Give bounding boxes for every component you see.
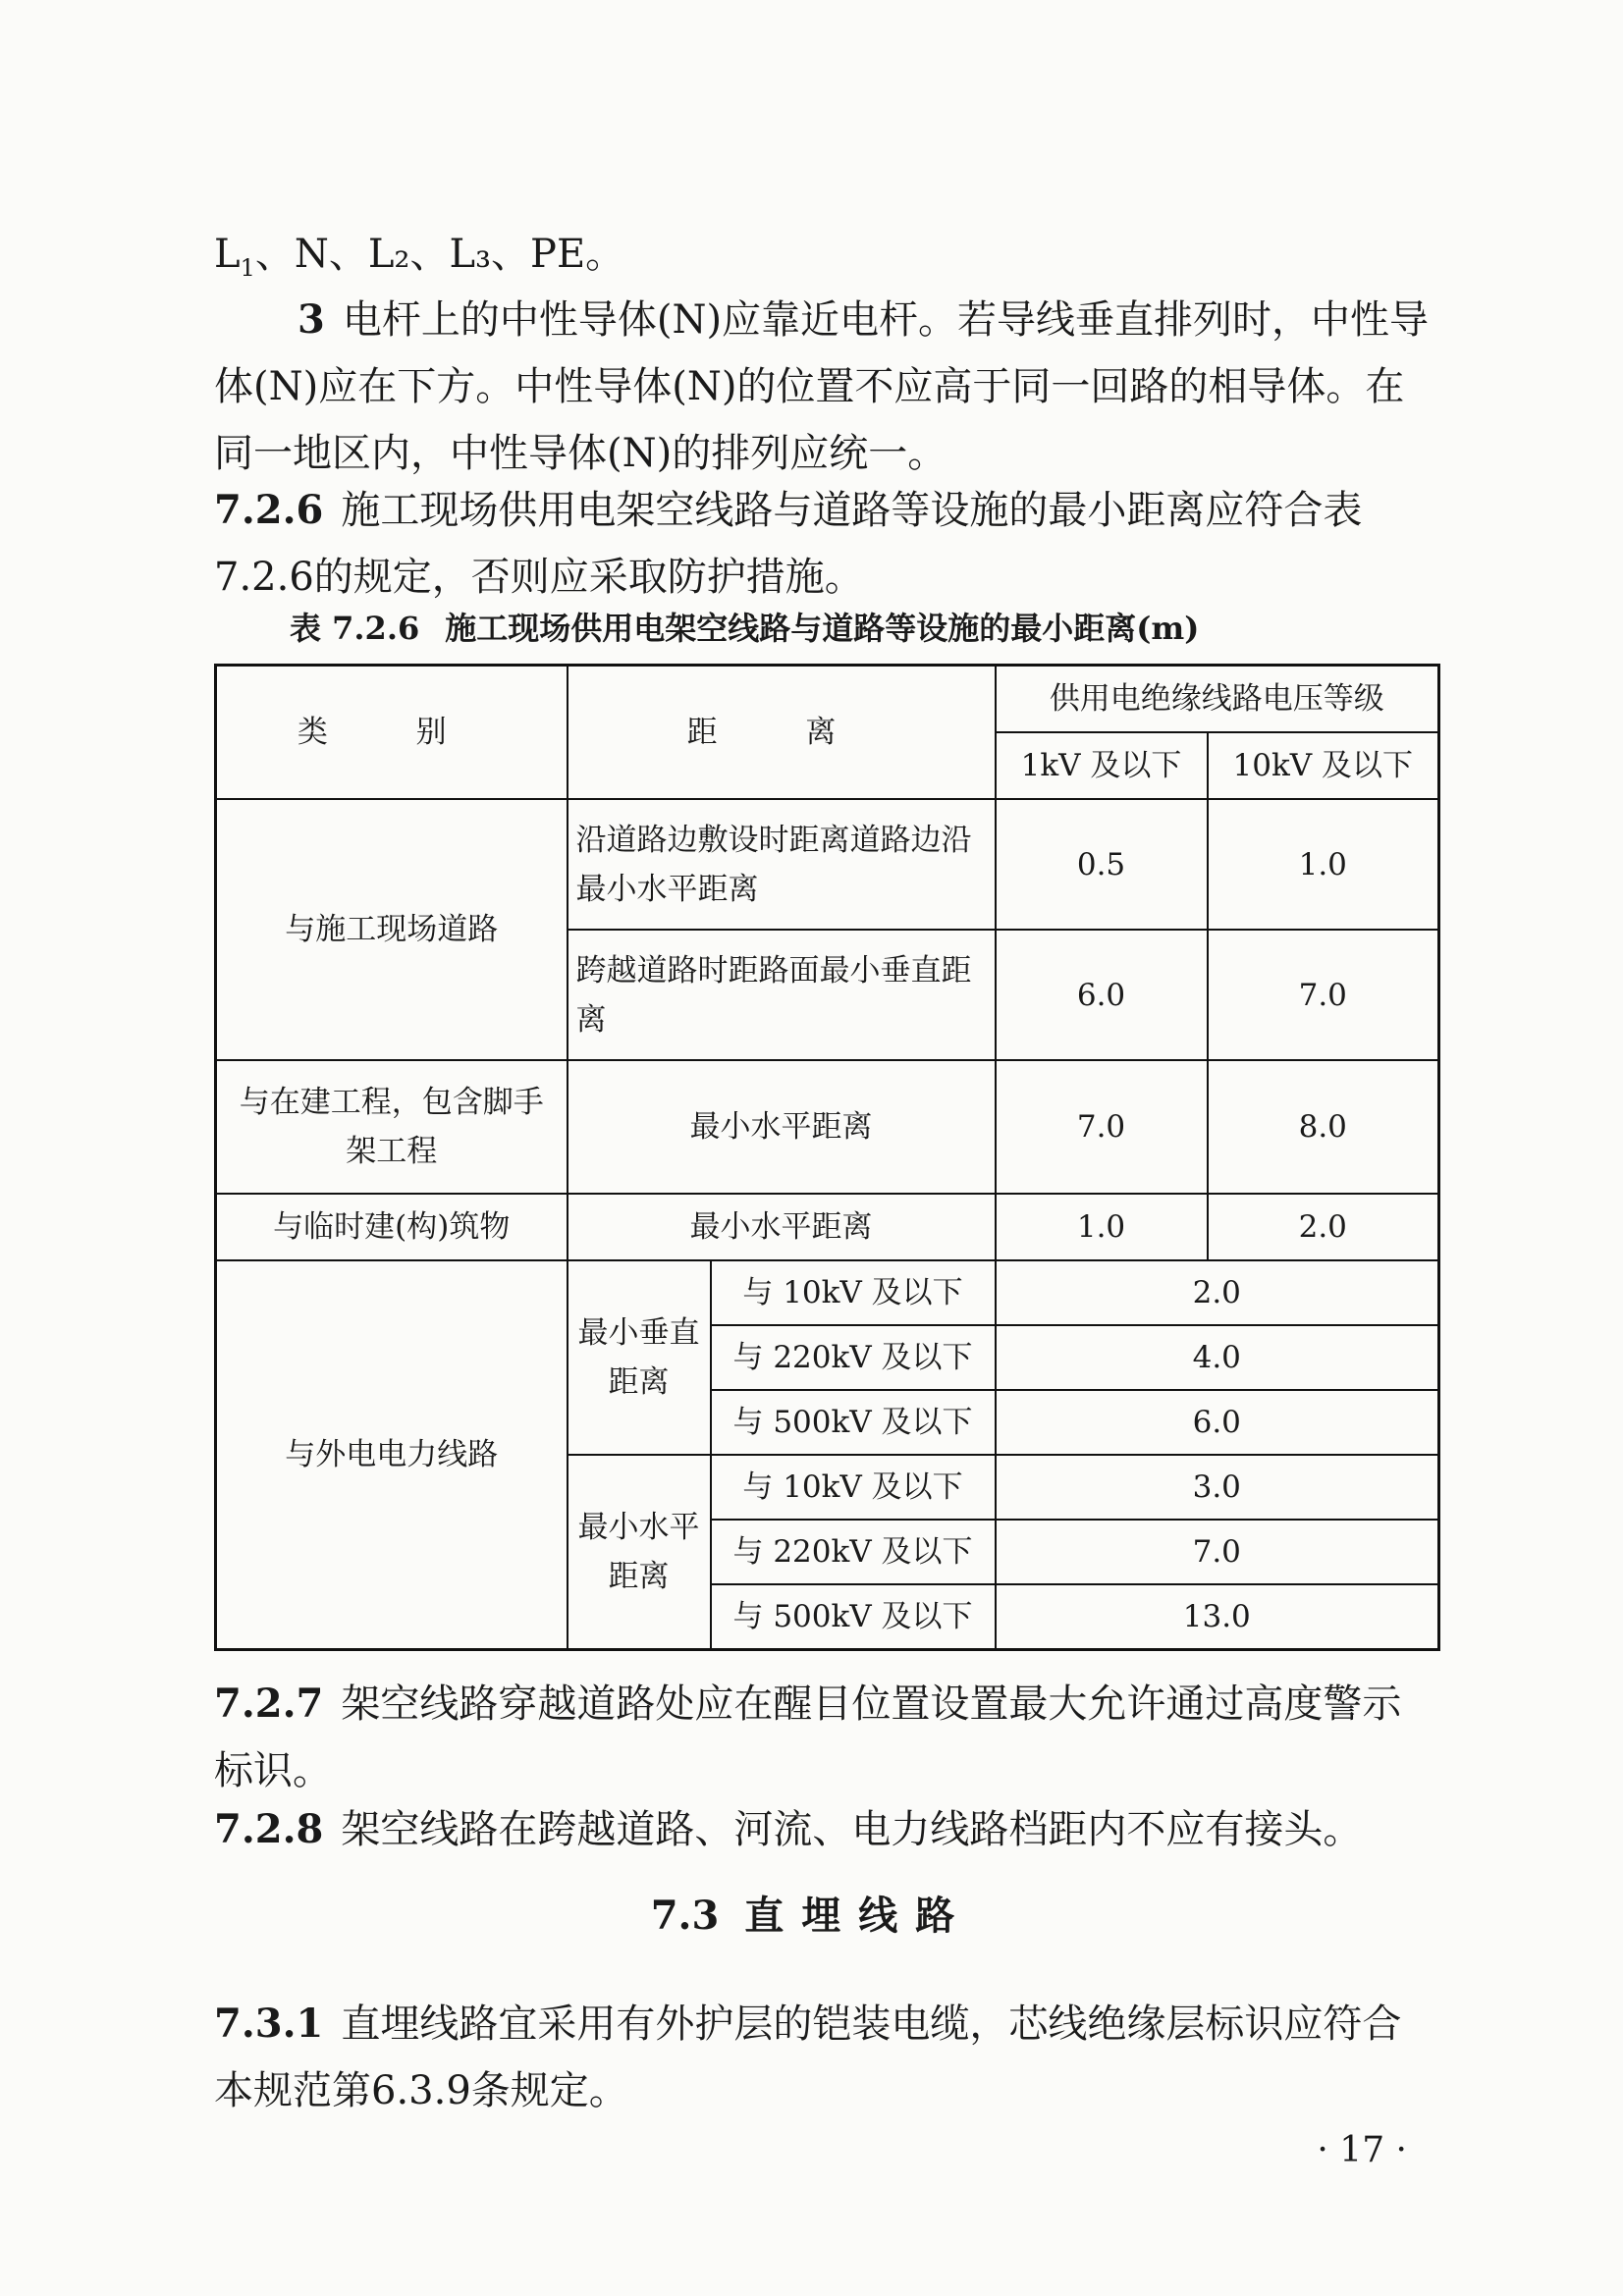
- table-header-row: [216, 666, 1439, 733]
- header-voltage-group: 供用电绝缘线路电压等级: [996, 666, 1439, 733]
- intro-line: $L_1$、N、L₂、L₃、PE。: [214, 232, 625, 282]
- category-road: 与施工现场道路: [216, 799, 568, 1060]
- value-10kv: 8.0: [1208, 1060, 1439, 1194]
- item-number: 3: [298, 296, 325, 343]
- clause-7-2-7: [214, 1671, 1436, 1804]
- clause-text: 施工现场供用电架空线路与道路等设施的最小距离应符合表7.2.6的规定，否则应采取防护措施。: [214, 488, 1363, 600]
- clause-number: 7.2.7: [214, 1681, 324, 1727]
- clause-text: 直埋线路宜采用有外护层的铠装电缆，芯线绝缘层标识应符合本规范第6.3.9条规定。: [214, 2002, 1402, 2113]
- page-number: · 17 ·: [1317, 2130, 1407, 2170]
- clause-text: 架空线路在跨越道路、河流、电力线路档距内不应有接头。: [341, 1807, 1363, 1852]
- value-cell: 13.0: [996, 1584, 1439, 1650]
- section-title-text: 直埋线路: [744, 1893, 973, 1939]
- header-1kv: 1kV 及以下: [996, 732, 1208, 799]
- section-number: 7.3: [650, 1893, 720, 1939]
- category-construction: 与在建工程，包含脚手架工程: [216, 1060, 568, 1194]
- distance-cell: 跨越道路时距路面最小垂直距离: [568, 930, 996, 1060]
- table-row: [216, 1194, 1439, 1260]
- table-row: [216, 1260, 1439, 1325]
- header-10kv: 10kV 及以下: [1208, 732, 1439, 799]
- header-distance: 距 离: [568, 666, 996, 800]
- value-1kv: 0.5: [996, 799, 1208, 930]
- clause-number: 7.3.1: [214, 2001, 324, 2047]
- clause-7-3-1: [214, 1991, 1436, 2124]
- table-title: 施工现场供用电架空线路与道路等设施的最小距离(m): [445, 610, 1200, 647]
- horizontal-distance-label: 最小水平距离: [568, 1455, 711, 1650]
- value-cell: 4.0: [996, 1325, 1439, 1390]
- clause-7-2-5-item-3: [214, 287, 1436, 487]
- value-cell: 6.0: [996, 1390, 1439, 1455]
- value-1kv: 7.0: [996, 1060, 1208, 1194]
- clause-7-2-8: [214, 1796, 1436, 1863]
- table-row: [216, 1060, 1439, 1194]
- section-heading: [0, 1885, 1623, 1941]
- vertical-distance-label: 最小垂直距离: [568, 1260, 711, 1455]
- voltage-level: 与 500kV 及以下: [711, 1584, 996, 1650]
- value-cell: 7.0: [996, 1520, 1439, 1584]
- value-10kv: 7.0: [1208, 930, 1439, 1060]
- table-row: [216, 799, 1439, 930]
- voltage-level: 与 500kV 及以下: [711, 1390, 996, 1455]
- clause-7-2-6: [214, 477, 1436, 611]
- header-category: 类 别: [216, 666, 568, 800]
- voltage-level: 与 10kV 及以下: [711, 1455, 996, 1520]
- voltage-level: 与 10kV 及以下: [711, 1260, 996, 1325]
- table-caption: [290, 604, 1199, 649]
- category-temporary: 与临时建(构)筑物: [216, 1194, 568, 1260]
- distance-cell: 沿道路边敷设时距离道路边沿最小水平距离: [568, 799, 996, 930]
- voltage-level: 与 220kV 及以下: [711, 1325, 996, 1390]
- distance-cell: 最小水平距离: [568, 1060, 996, 1194]
- voltage-level: 与 220kV 及以下: [711, 1520, 996, 1584]
- clause-text: 架空线路穿越道路处应在醒目位置设置最大允许通过高度警示标识。: [214, 1682, 1402, 1793]
- value-cell: 3.0: [996, 1455, 1439, 1520]
- value-1kv: 6.0: [996, 930, 1208, 1060]
- clause-number: 7.2.8: [214, 1806, 324, 1852]
- clause-number: 7.2.6: [214, 487, 324, 533]
- value-1kv: 1.0: [996, 1194, 1208, 1260]
- value-10kv: 1.0: [1208, 799, 1439, 930]
- table-number: 表 7.2.6: [290, 610, 420, 647]
- distance-table: [214, 664, 1440, 1651]
- category-power-line: 与外电电力线路: [216, 1260, 568, 1650]
- value-10kv: 2.0: [1208, 1194, 1439, 1260]
- item-text: 电杆上的中性导体(N)应靠近电杆。若导线垂直排列时，中性导体(N)应在下方。中性导体(N)的位置不应高于同一回路的相导体。在同一地区内，中性导体(N)的排列应统一。: [214, 297, 1430, 476]
- value-cell: 2.0: [996, 1260, 1439, 1325]
- distance-cell: 最小水平距离: [568, 1194, 996, 1260]
